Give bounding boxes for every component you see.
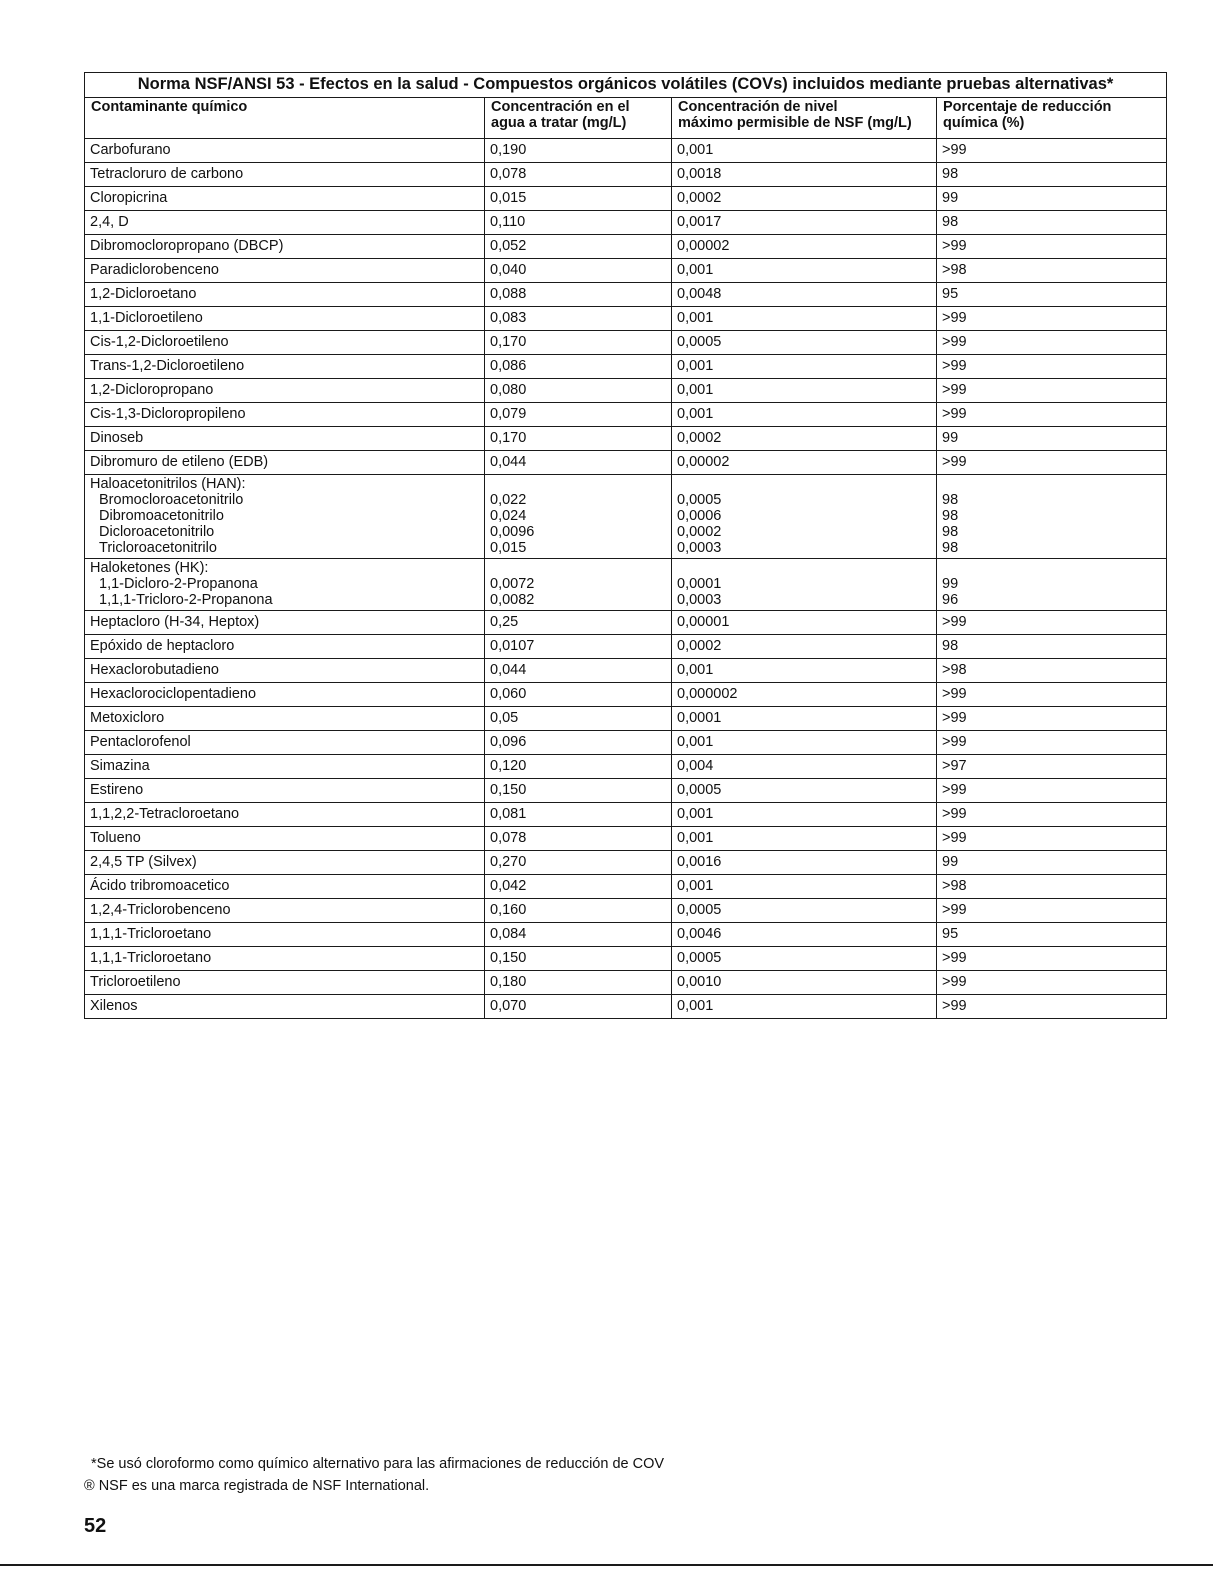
table-cell: 0,170 — [485, 427, 672, 451]
table-cell: 0,086 — [485, 355, 672, 379]
col-header-concentration: Concentración en el agua a tratar (mg/L) — [485, 98, 672, 139]
table-cell: 0,0005 — [672, 947, 937, 971]
table-cell: >99 — [937, 139, 1167, 163]
table-cell: Cloropicrina — [85, 187, 485, 211]
table-cell: >99 — [937, 451, 1167, 475]
table-cell: >99 — [937, 827, 1167, 851]
table-cell: 98 — [937, 163, 1167, 187]
table-cell: 2,4,5 TP (Silvex) — [85, 851, 485, 875]
group-label: Haloketones (HK): — [90, 560, 209, 576]
table-cell: 0,160 — [485, 899, 672, 923]
table-cell: 1,1-Dicloroetileno — [85, 307, 485, 331]
table-cell: 0,110 — [485, 211, 672, 235]
table-cell: 2,4, D — [85, 211, 485, 235]
table-cell: >99 — [937, 683, 1167, 707]
table-cell: Cis-1,2-Dicloroetileno — [85, 331, 485, 355]
table-row — [85, 635, 1167, 659]
table-row — [85, 923, 1167, 947]
table-cell — [937, 475, 1167, 559]
table-row — [85, 779, 1167, 803]
table-cell: 0,120 — [485, 755, 672, 779]
footnote: *Se usó cloroformo como químico alternativo para las afirmaciones de reducción de COV — [91, 1456, 665, 1472]
table-row — [85, 611, 1167, 635]
sub-item: 0,0001 — [677, 576, 722, 592]
sub-item: 99 — [942, 576, 959, 592]
contaminant-table — [84, 72, 1167, 1019]
table-cell: Epóxido de heptacloro — [85, 635, 485, 659]
table-cell: >99 — [937, 803, 1167, 827]
table-cell: 0,088 — [485, 283, 672, 307]
table-cell: 0,001 — [672, 139, 937, 163]
table-cell: 0,0002 — [672, 187, 937, 211]
table-cell: >97 — [937, 755, 1167, 779]
table-cell: >99 — [937, 355, 1167, 379]
table-row — [85, 211, 1167, 235]
sub-item: Dicloroacetonitrilo — [99, 524, 215, 540]
table-cell: Simazina — [85, 755, 485, 779]
table-cell: >99 — [937, 995, 1167, 1019]
table-cell: 95 — [937, 923, 1167, 947]
table-cell: 1,2,4-Triclorobenceno — [85, 899, 485, 923]
table-cell: 0,044 — [485, 659, 672, 683]
sub-item: Dibromoacetonitrilo — [99, 508, 224, 524]
sub-item: 96 — [942, 592, 959, 608]
table-cell: 0,001 — [672, 403, 937, 427]
sub-item: 0,0003 — [677, 540, 722, 556]
table-cell: 0,170 — [485, 331, 672, 355]
table-cell: >99 — [937, 779, 1167, 803]
table-row — [85, 995, 1167, 1019]
table-cell: >98 — [937, 259, 1167, 283]
table-cell: 0,150 — [485, 947, 672, 971]
table-cell: Estireno — [85, 779, 485, 803]
table-row — [85, 163, 1167, 187]
table-cell: 98 — [937, 211, 1167, 235]
table-cell: 0,0048 — [672, 283, 937, 307]
table-row — [85, 283, 1167, 307]
table-cell: 0,001 — [672, 307, 937, 331]
table-cell: 0,044 — [485, 451, 672, 475]
table-cell: >99 — [937, 379, 1167, 403]
table-cell: 1,1,1-Tricloroetano — [85, 947, 485, 971]
table-cell: >99 — [937, 947, 1167, 971]
table-row — [85, 875, 1167, 899]
sub-item: 0,0005 — [677, 492, 722, 508]
table-cell: >99 — [937, 971, 1167, 995]
table-cell: 0,0046 — [672, 923, 937, 947]
table-cell: >99 — [937, 707, 1167, 731]
table-cell: Metoxicloro — [85, 707, 485, 731]
table-cell: 0,004 — [672, 755, 937, 779]
table-cell — [672, 559, 937, 611]
table-row — [85, 683, 1167, 707]
table-row — [85, 235, 1167, 259]
table-cell: 0,060 — [485, 683, 672, 707]
table-cell: Ácido tribromoacetico — [85, 875, 485, 899]
table-cell — [937, 559, 1167, 611]
table-body — [85, 139, 1167, 1019]
table-cell: 95 — [937, 283, 1167, 307]
table-cell — [85, 559, 485, 611]
sub-item: 0,0003 — [677, 592, 722, 608]
table-cell: 0,190 — [485, 139, 672, 163]
table-cell: 0,015 — [485, 187, 672, 211]
table-row — [85, 851, 1167, 875]
table-cell: 0,0005 — [672, 779, 937, 803]
table-cell: 0,052 — [485, 235, 672, 259]
table-cell: 99 — [937, 187, 1167, 211]
table-cell: 0,25 — [485, 611, 672, 635]
table-cell: Dinoseb — [85, 427, 485, 451]
table-row — [85, 451, 1167, 475]
table-cell: Trans-1,2-Dicloroetileno — [85, 355, 485, 379]
col-header-contaminant: Contaminante químico — [85, 98, 485, 139]
table-cell: Tolueno — [85, 827, 485, 851]
table-cell: 1,2-Dicloropropano — [85, 379, 485, 403]
table-cell: 0,001 — [672, 379, 937, 403]
page-number: 52 — [84, 1515, 107, 1537]
col-header-max-level: Concentración de nivel máximo permisible de NSF (mg/L) — [672, 98, 937, 139]
table-cell: Hexaclorociclopentadieno — [85, 683, 485, 707]
table-cell: 0,0017 — [672, 211, 937, 235]
table-cell — [85, 475, 485, 559]
table-cell: 0,083 — [485, 307, 672, 331]
table-cell: >99 — [937, 611, 1167, 635]
table-cell: 0,0005 — [672, 331, 937, 355]
table-cell: Pentaclorofenol — [85, 731, 485, 755]
table-row — [85, 307, 1167, 331]
table-cell: 0,0002 — [672, 635, 937, 659]
group-label: Haloacetonitrilos (HAN): — [90, 476, 246, 492]
sub-item: 0,015 — [490, 540, 527, 556]
table-cell: >98 — [937, 659, 1167, 683]
table-cell: 0,001 — [672, 731, 937, 755]
bottom-rule — [0, 1564, 1213, 1566]
table-cell: 0,001 — [672, 659, 937, 683]
sub-item: 98 — [942, 492, 959, 508]
table-cell: 1,1,2,2-Tetracloroetano — [85, 803, 485, 827]
table-cell: 0,180 — [485, 971, 672, 995]
table-row — [85, 187, 1167, 211]
table-cell — [485, 475, 672, 559]
sub-item: 98 — [942, 524, 959, 540]
table-cell: 0,001 — [672, 259, 937, 283]
sub-item: 0,024 — [490, 508, 527, 524]
table-row — [85, 379, 1167, 403]
table-cell: 0,001 — [672, 827, 937, 851]
table-cell: 0,150 — [485, 779, 672, 803]
table-cell: >99 — [937, 307, 1167, 331]
table-cell: >99 — [937, 403, 1167, 427]
table-cell: 0,0010 — [672, 971, 937, 995]
table-row — [85, 331, 1167, 355]
table-cell: 0,001 — [672, 995, 937, 1019]
table-row — [85, 755, 1167, 779]
table-cell: 0,080 — [485, 379, 672, 403]
table-cell: 0,042 — [485, 875, 672, 899]
table-row — [85, 259, 1167, 283]
table-cell: Xilenos — [85, 995, 485, 1019]
col-header-reduction: Porcentaje de reducción química (%) — [937, 98, 1167, 139]
sub-item: 0,0006 — [677, 508, 722, 524]
table-row — [85, 355, 1167, 379]
table-row — [85, 731, 1167, 755]
table-cell: 0,0001 — [672, 707, 937, 731]
table-cell: 0,084 — [485, 923, 672, 947]
table-cell: 0,070 — [485, 995, 672, 1019]
sub-item: 98 — [942, 540, 959, 556]
table-cell: 99 — [937, 851, 1167, 875]
table-cell: 0,078 — [485, 827, 672, 851]
table-row — [85, 475, 1167, 559]
table-cell: 0,0005 — [672, 899, 937, 923]
table-cell: >99 — [937, 899, 1167, 923]
sub-item: Tricloroacetonitrilo — [99, 540, 217, 556]
table-row — [85, 403, 1167, 427]
table-cell: Tricloroetileno — [85, 971, 485, 995]
table-cell: 0,00002 — [672, 235, 937, 259]
table-cell: 0,000002 — [672, 683, 937, 707]
table-cell: >99 — [937, 235, 1167, 259]
sub-item: 0,0002 — [677, 524, 722, 540]
table-cell: Tetracloruro de carbono — [85, 163, 485, 187]
table-row — [85, 803, 1167, 827]
table-row — [85, 707, 1167, 731]
table-cell: Carbofurano — [85, 139, 485, 163]
table-row — [85, 899, 1167, 923]
table-row — [85, 139, 1167, 163]
sub-item: 0,0072 — [490, 576, 535, 592]
table-cell: 0,00002 — [672, 451, 937, 475]
table-cell: 0,001 — [672, 355, 937, 379]
table-cell: Paradiclorobenceno — [85, 259, 485, 283]
table-row — [85, 559, 1167, 611]
sub-item: 0,022 — [490, 492, 527, 508]
table-cell: Dibromocloropropano (DBCP) — [85, 235, 485, 259]
table-cell: 0,081 — [485, 803, 672, 827]
table-cell: Heptacloro (H-34, Heptox) — [85, 611, 485, 635]
table-cell: 1,2-Dicloroetano — [85, 283, 485, 307]
table-cell: >99 — [937, 331, 1167, 355]
table-cell: >98 — [937, 875, 1167, 899]
table-cell: Dibromuro de etileno (EDB) — [85, 451, 485, 475]
table-cell: Cis-1,3-Dicloropropileno — [85, 403, 485, 427]
sub-item: 98 — [942, 508, 959, 524]
sub-item: 1,1-Dicloro-2-Propanona — [99, 576, 258, 592]
table-row — [85, 827, 1167, 851]
sub-item: Bromocloroacetonitrilo — [99, 492, 244, 508]
table-cell: 99 — [937, 427, 1167, 451]
table-cell: 0,00001 — [672, 611, 937, 635]
table-cell: 0,001 — [672, 875, 937, 899]
table-cell: >99 — [937, 731, 1167, 755]
sub-item: 1,1,1-Tricloro-2-Propanona — [99, 592, 273, 608]
table-cell: 0,05 — [485, 707, 672, 731]
table-cell: 0,078 — [485, 163, 672, 187]
table-cell: 0,270 — [485, 851, 672, 875]
table-row — [85, 659, 1167, 683]
table-cell: 0,0016 — [672, 851, 937, 875]
table-cell: 0,0002 — [672, 427, 937, 451]
table-cell: 0,096 — [485, 731, 672, 755]
table-title: Norma NSF/ANSI 53 - Efectos en la salud - Compuestos orgánicos volátiles (COVs) incluidos mediante pruebas alternativas* — [85, 73, 1167, 98]
table-row — [85, 971, 1167, 995]
table-cell: 0,0018 — [672, 163, 937, 187]
table-cell: 98 — [937, 635, 1167, 659]
table-cell: 0,0107 — [485, 635, 672, 659]
table-cell: 0,079 — [485, 403, 672, 427]
trademark-note: ® NSF es una marca registrada de NSF International. — [84, 1478, 430, 1494]
table-cell — [672, 475, 937, 559]
sub-item: 0,0096 — [490, 524, 535, 540]
table-row — [85, 427, 1167, 451]
table-cell: 0,001 — [672, 803, 937, 827]
sub-item: 0,0082 — [490, 592, 535, 608]
table-cell: Hexaclorobutadieno — [85, 659, 485, 683]
table-cell — [485, 559, 672, 611]
table-row — [85, 947, 1167, 971]
table-cell: 0,040 — [485, 259, 672, 283]
table-cell: 1,1,1-Tricloroetano — [85, 923, 485, 947]
